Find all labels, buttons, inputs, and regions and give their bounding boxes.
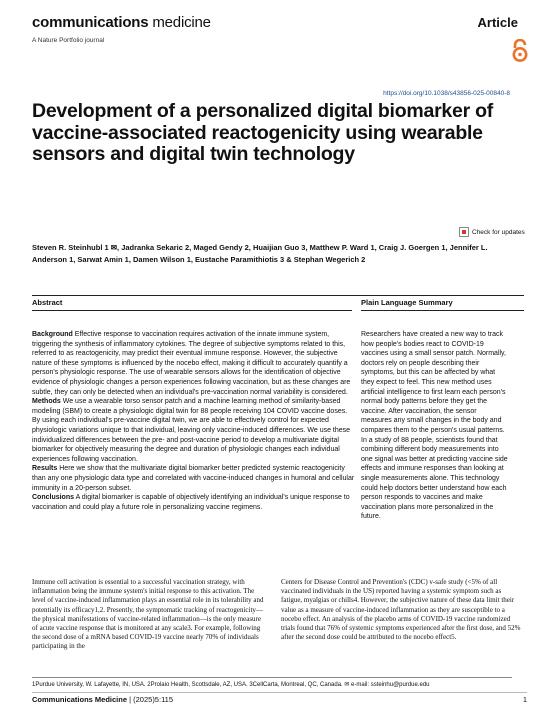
background-text: Effective response to vaccination requires activation of the innate immune system, triggering the synthesis of inflammatory cytokines. The degree of subjective symptoms related to this, referred to as reactogenicity, may predict their eventual immune response. However, the subjective nature of these symptoms is influenced by the nocebo effect, making it difficult to accurately quantify a person's physiologic response. The use of wearable sensors allows for the identification of objective evidence of physiologic changes a person experiences following vaccination, but as these changes are subtle, they can only be detected when an individual's pre-vaccination normal variability is considered. bbox=[32, 331, 351, 396]
footer-divider bbox=[32, 692, 527, 693]
article-title: Development of a personalized digital biomarker of vaccine-associated reactogenicity using wearable sensors and digital twin technology bbox=[32, 100, 494, 165]
conclusions-label: Conclusions bbox=[32, 494, 75, 502]
abstract-conclusions bbox=[32, 493, 357, 512]
abstract-results bbox=[32, 464, 357, 493]
abstract-text bbox=[32, 330, 357, 512]
page-footer bbox=[32, 695, 527, 704]
journal-name[interactable] bbox=[32, 14, 532, 31]
results-label: Results bbox=[32, 465, 58, 473]
methods-text: We use a wearable torso sensor patch and a machine learning method of similarity-based modeling (SBM) to create a physiologic digital twin for 88 people receiving 104 COVID vaccine doses. By using each individual's pre-vaccine digital twin, we are able to effectively control for expected physiologic variations unique to that individual, leaving only vaccine-induced differences. We use these individualized differences between the pre- and post-vaccine period to develop a multivariate digital biomarker for objectively measuring the degree and duration of physiologic changes each individual experiences following vaccination. bbox=[32, 398, 351, 463]
affiliations-footnote: 1Purdue University, W. Lafayette, IN, USA. 2Prolaio Health, Scottsdale, AZ, USA. 3CellCarta, Montreal, QC, Canada. ✉ e-mail: ssteinhu@purdue.edu bbox=[32, 682, 430, 688]
check-updates-button[interactable] bbox=[459, 226, 539, 238]
background-label: Background bbox=[32, 331, 73, 338]
open-access-icon[interactable] bbox=[510, 39, 530, 63]
journal-header bbox=[32, 14, 532, 34]
footer-citation: | (2025)5:115 bbox=[127, 695, 174, 704]
body-text-right: Centers for Disease Control and Prevention's (CDC) v-safe study (<5% of all vaccinated individuals in the US) reported having a systemic symptom such as fatigue, myalgias or chills4. However, the subjective nature of these data limit their value as a measure of vaccine-induced inflammation as they are susceptible to a nocebo effect. An analysis of the placebo arms of COVID-19 vaccine randomized trials found that 76% of systemic symptoms experienced after the first dose, and 52% after the second dose could be attributed to the nocebo effect5. bbox=[281, 578, 521, 642]
check-updates-label: Check for updates bbox=[472, 228, 525, 236]
article-type: Article bbox=[477, 15, 518, 30]
portfolio-label: A Nature Portfolio journal bbox=[32, 37, 105, 44]
pls-text: Researchers have created a new way to track how people's bodies react to COVID-19 vaccines using a small sensor patch. Normally, doctors rely on people describing their symptoms, but this can be affected by what they expect to feel. This new method uses artificial intelligence to first learn each person's normal body patterns before they get the vaccine. After vaccination, the sensor measures any small changes in the body and compares them to the person's usual patterns. In a study of 88 people, scientists found that combining different body measurements into one signal was better at predicting vaccine side effects and immune responses than looking at single measurements alone. This technology could help doctors better understand how each person responds to vaccines and make vaccination plans more personalized in the future. bbox=[361, 331, 508, 521]
page-number: 1 bbox=[522, 695, 527, 704]
journal-name-rest: medicine bbox=[148, 14, 211, 31]
page bbox=[17, 6, 526, 714]
abstract-methods bbox=[32, 397, 357, 464]
check-updates-icon bbox=[459, 227, 469, 237]
methods-label: Methods bbox=[32, 398, 61, 406]
conclusions-text: A digital biomarker is capable of objectively identifying an individual's unique response to vaccination and could play a future role in personalizing vaccine regimens. bbox=[32, 494, 350, 511]
abstract-underline bbox=[32, 310, 352, 311]
section-divider bbox=[32, 295, 524, 296]
pls-heading: Plain Language Summary bbox=[361, 298, 453, 307]
abstract-background bbox=[32, 330, 357, 397]
author-list: Steven R. Steinhubl 1 ✉, Jadranka Sekaric 2, Maged Gendy 2, Huaijian Guo 3, Matthew P. Ward 1, Craig J. Goergen 1, Jennifer L. Anderson 1, Sarwat Amin 1, Damen Wilson 1, Eustache Paramithiotis 3 & Stephan Wegerich 2 bbox=[32, 243, 488, 264]
pls-underline bbox=[361, 310, 524, 311]
journal-name-bold: communications bbox=[32, 14, 149, 31]
doi-link[interactable]: https://doi.org/10.1038/s43856-025-00840-8 bbox=[383, 90, 510, 97]
abstract-heading: Abstract bbox=[32, 298, 63, 307]
body-text-left: Immune cell activation is essential to a successful vaccination strategy, with inflammation being the immune system's initial response to this activation. The level of vaccine-induced inflammation plays an essential role in its tolerability and potentially its efficacy1,2. Presently, the symptomatic tracking of reactogenicity—the physical manifestations of vaccine-related inflammation—is the only measure of acute vaccine response that is monitored at any scale3. For example, following the second dose of a mRNA based COVID-19 vaccine nearly 70% of individuals participating in the bbox=[32, 578, 264, 651]
footnote-divider bbox=[32, 677, 512, 678]
footer-journal: Communications Medicine bbox=[32, 695, 128, 704]
results-text: Here we show that the multivariate digital biomarker better predicted systemic reactogenicity than any one physiologic data type and correlated with vaccine-induced changes in humoral and cellular immunity in a 20-person subset. bbox=[32, 465, 355, 492]
